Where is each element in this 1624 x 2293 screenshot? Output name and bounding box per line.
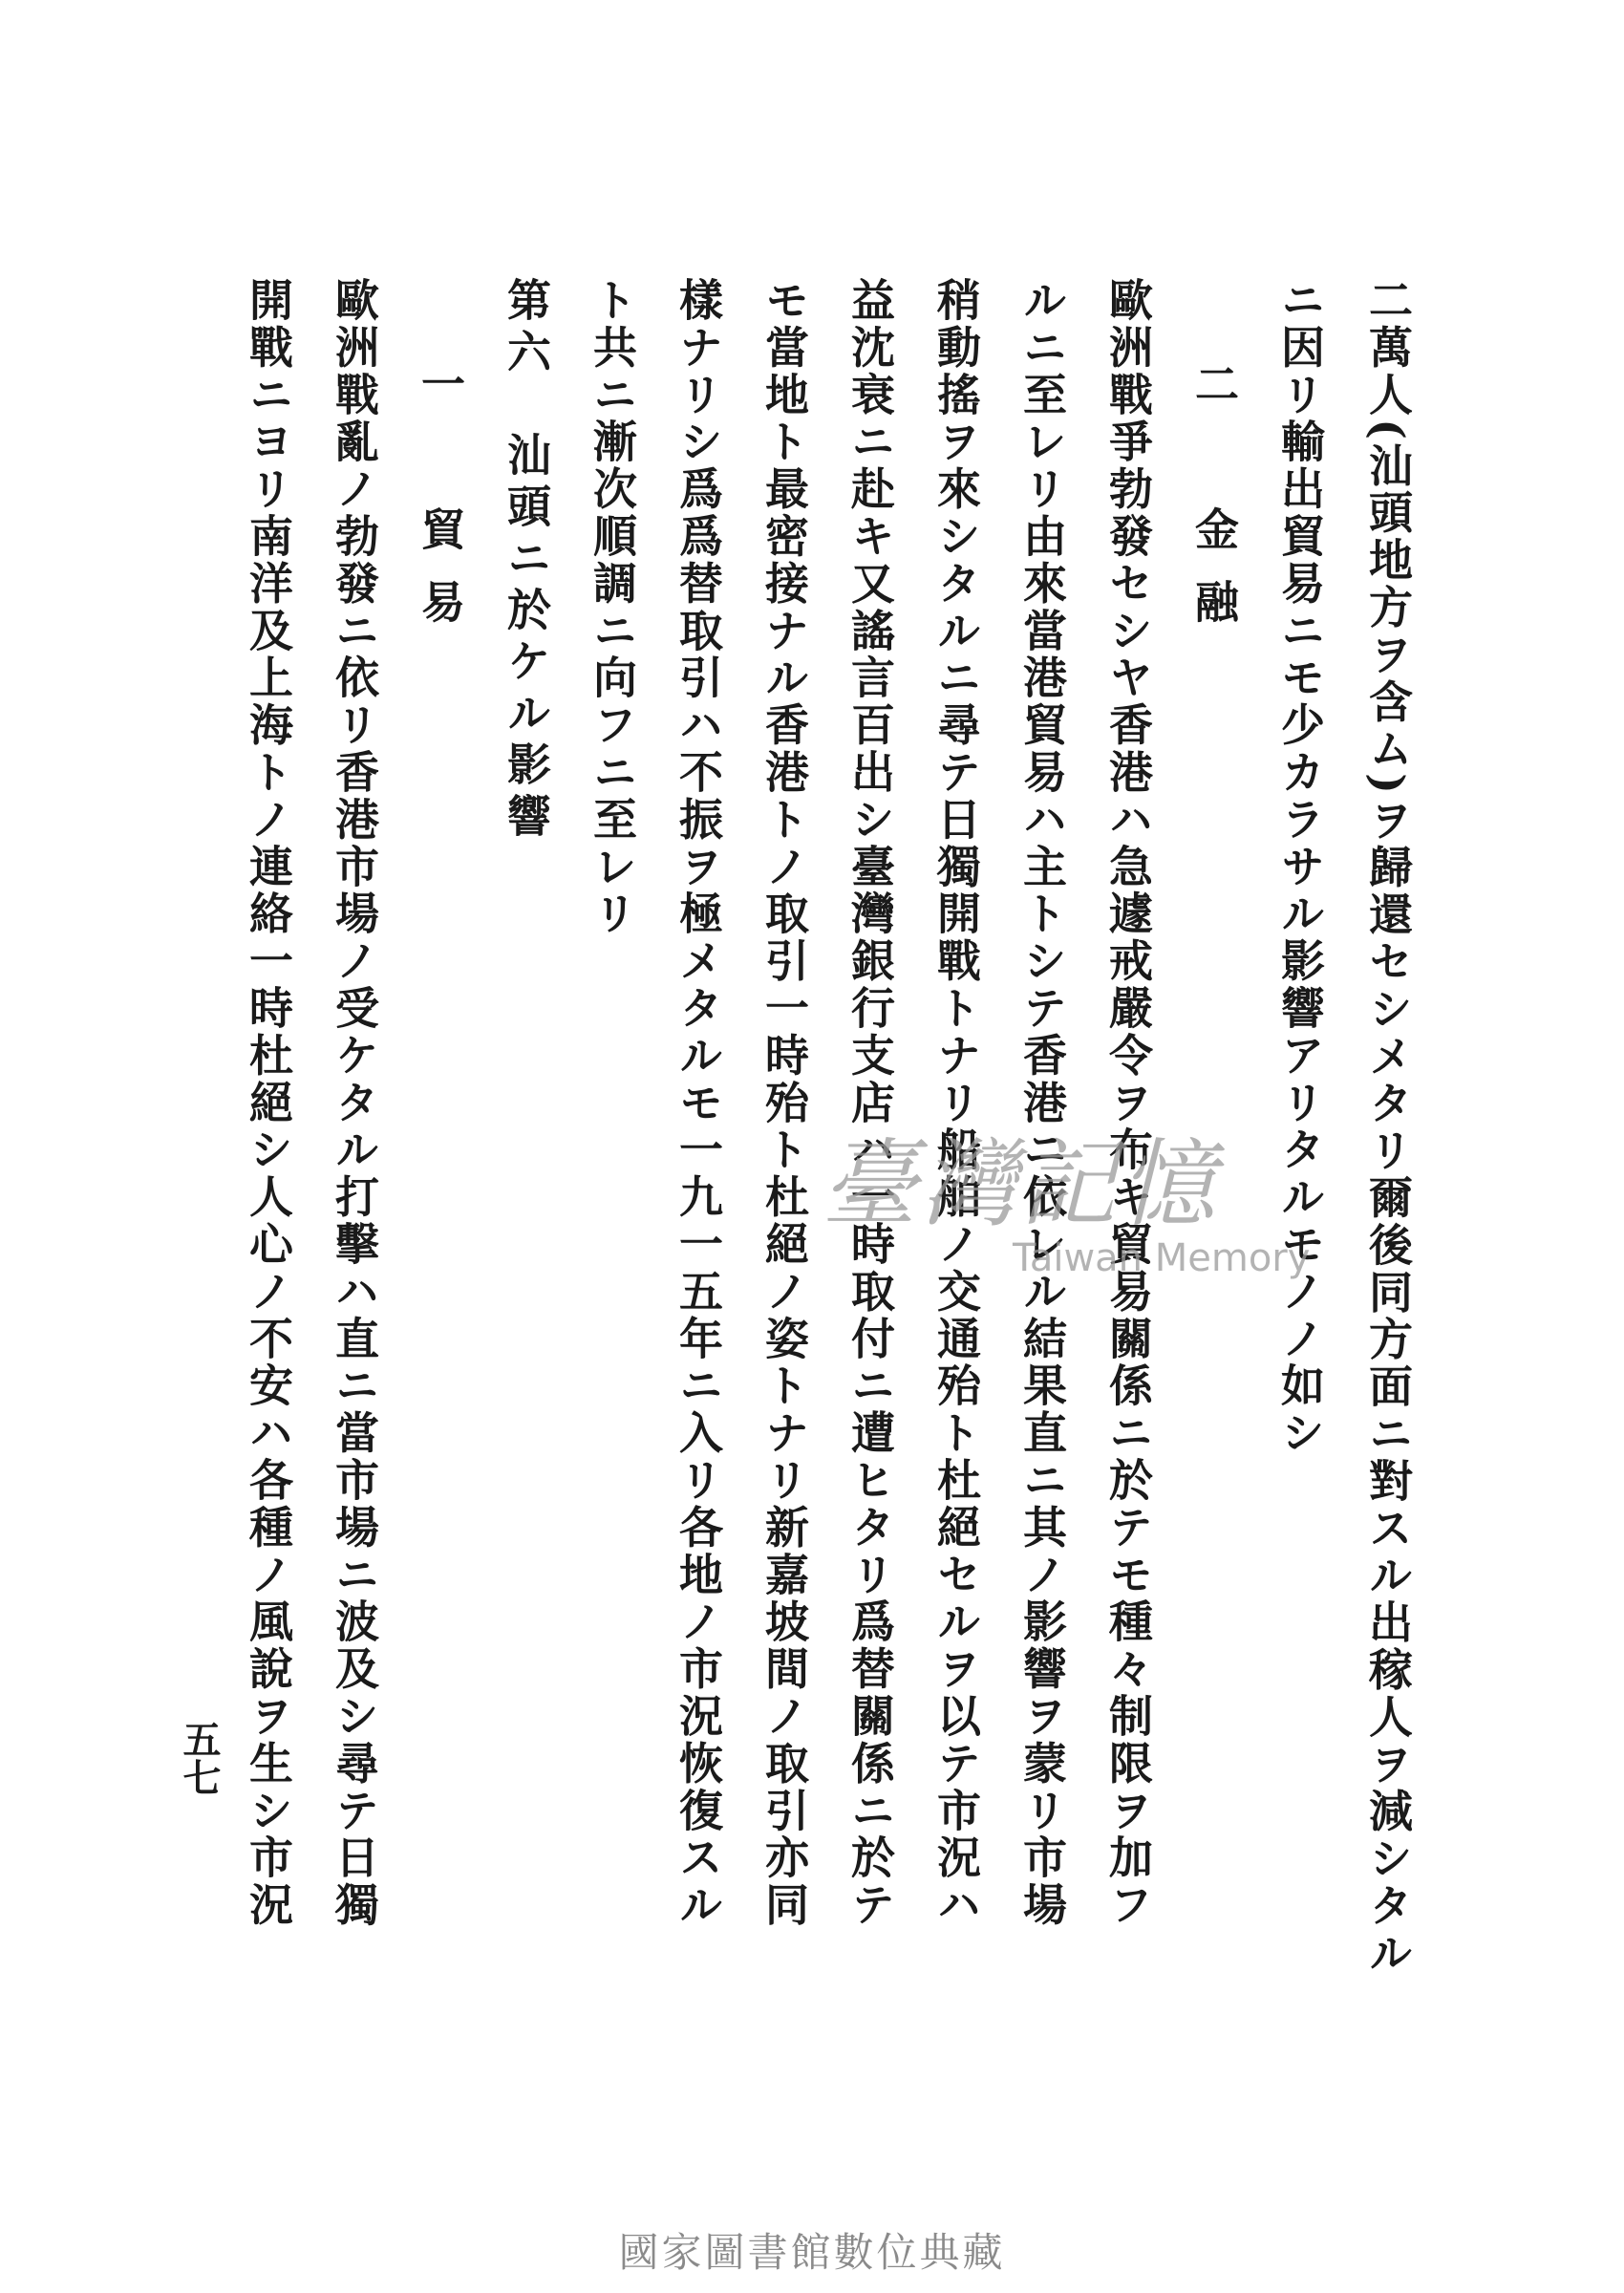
taiwan-memory-watermark (822, 1128, 1318, 1323)
text-column-5: ルニ至レリ由來當港貿易ハ主トシテ香港ニ依レル結果直ニ其ノ影響ヲ蒙リ市場 (1016, 277, 1068, 1929)
section-heading-trade: 一 貿易 (415, 361, 466, 652)
section-heading-finance: 二 金融 (1188, 361, 1240, 652)
text-column-1: 二萬人(汕頭地方ヲ含ム)ヲ歸還セシメタリ爾後同方面ニ對スル出稼人ヲ減シタル (1362, 277, 1414, 1978)
text-column-6: 稍動搖ヲ來シタルニ尋テ日獨開戰トナリ船舶ノ交通殆ト杜絕セルヲ以テ市況ハ (930, 277, 982, 1929)
text-column-10: ト共ニ漸次順調ニ向フニ至レリ (587, 277, 638, 938)
chapter-heading-swatow: 第六 汕頭ニ於ケル影響 (501, 277, 552, 845)
library-footer: 國家圖書館數位典藏 (618, 2229, 1006, 2276)
page-number: 五七 (177, 1720, 222, 1796)
text-column-14: 開戰ニヨリ南洋及上海トノ連絡一時杜絕シ人心ノ不安ハ各種ノ風說ヲ生シ市況 (243, 277, 294, 1929)
text-column-9: 樣ナリシ爲爲替取引ハ不振ヲ極メタルモ一九一五年ニ入リ各地ノ市況恢復スル (673, 277, 724, 1929)
text-column-8: モ當地ト最密接ナル香港トノ取引一時殆ト杜絕ノ姿トナリ新嘉坡間ノ取引亦同 (759, 277, 810, 1929)
text-column-7: 益沈衰ニ赴キ又謠言百出シ臺灣銀行支店ハ一時取付ニ遭ヒタリ爲替關係ニ於テ (844, 277, 896, 1929)
watermark-english: Taiwan Memory (1013, 1236, 1311, 1280)
watermark-chinese: 臺灣記憶 (822, 1128, 1219, 1240)
text-column-13: 歐洲戰亂ノ勃發ニ依リ香港市場ノ受ケタル打擊ハ直ニ當市場ニ波及シ尋テ日獨 (329, 277, 380, 1929)
text-column-2: ニ因リ輸出貿易ニモ少カラサル影響アリタルモノノ如シ (1274, 277, 1326, 1457)
text-column-4: 歐洲戰爭勃發セシヤ香港ハ急遽戒嚴令ヲ布キ貿易關係ニ於テモ種々制限ヲ加フ (1102, 277, 1154, 1929)
